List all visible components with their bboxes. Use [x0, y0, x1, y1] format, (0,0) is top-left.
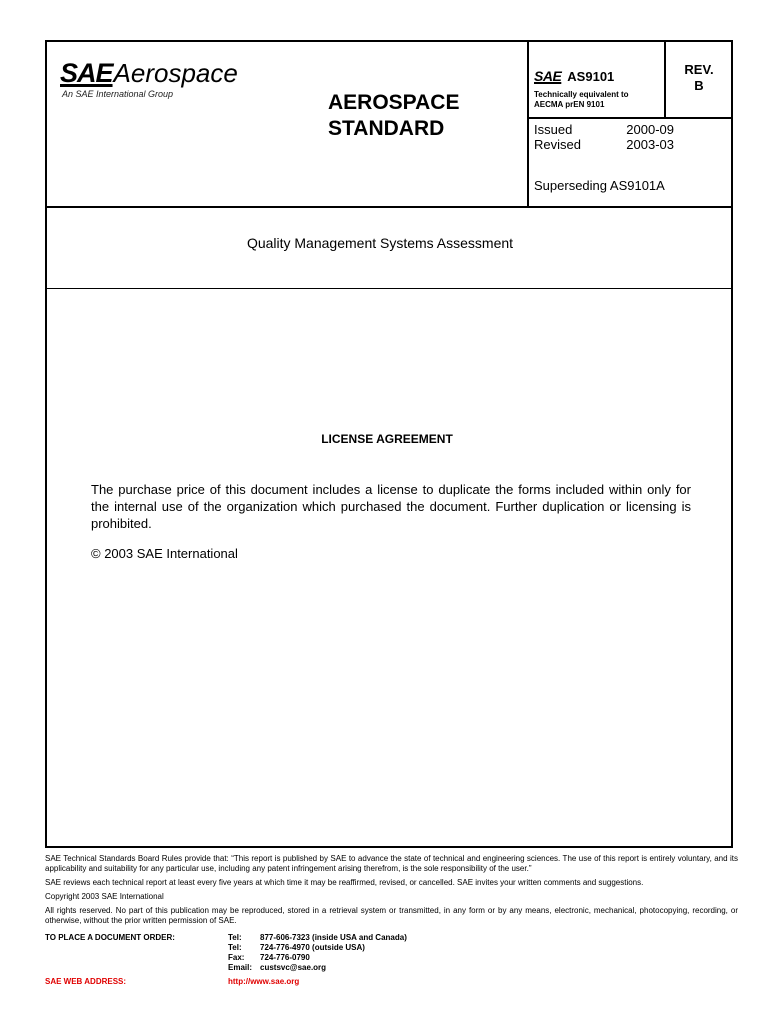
standard-number-block	[534, 68, 660, 110]
tel2-label: Tel:	[228, 943, 242, 952]
revised-label: Revised	[534, 137, 581, 152]
license-heading: LICENSE AGREEMENT	[321, 432, 453, 446]
logo-tagline: An SAE International Group	[62, 89, 174, 99]
tel-label: Tel:	[228, 933, 242, 942]
document-type-line-1: AEROSPACE	[328, 91, 460, 114]
fax-value: 724-776-0790	[260, 953, 310, 962]
equivalence-note	[534, 90, 660, 110]
logo-product: Aerospace	[113, 58, 238, 88]
revision-box	[666, 62, 732, 94]
footer-copyright: Copyright 2003 SAE International	[45, 892, 164, 901]
footer-notices	[45, 854, 738, 930]
superseding-note: Superseding AS9101A	[534, 178, 665, 193]
logo-brand: SAE	[60, 58, 113, 88]
email-value[interactable]: custsvc@sae.org	[260, 963, 327, 972]
rights-notice: All rights reserved. No part of this publication may be reproduced, stored in a retrieval system or transmitted, in any form or by any means, electronic, mechanical, photocopying, recording, or otherwise, without the prior written permission of SAE.	[45, 906, 738, 925]
dates-block	[534, 122, 674, 152]
standard-number: AS9101	[567, 69, 615, 84]
equivalence-line-1: Technically equivalent to	[534, 90, 629, 99]
document-title-row	[0, 235, 770, 251]
document-title: Quality Management Systems Assessment	[246, 235, 514, 251]
order-label: TO PLACE A DOCUMENT ORDER:	[45, 933, 175, 942]
header-column-divider	[527, 40, 529, 207]
document-type	[328, 90, 459, 142]
header-divider	[45, 206, 733, 208]
review-notice: SAE reviews each technical report at least every five years at which time it may be reaffirmed, revised, or cancelled. SAE invites your written comments and suggestions.	[45, 878, 644, 887]
web-address-link[interactable]: http://www.sae.org	[228, 977, 300, 986]
contact-block	[228, 933, 407, 973]
equivalence-line-2: AECMA prEN 9101	[534, 100, 605, 109]
revision-label: REV.	[684, 62, 714, 77]
sae-aerospace-logo	[60, 58, 238, 99]
document-type-line-2: STANDARD	[328, 117, 445, 140]
rev-row-divider	[527, 117, 733, 119]
standards-board-rules: SAE Technical Standards Board Rules provide that: “This report is published by SAE to advance the state of technical and engineering sciences. The use of this report is entirely voluntary, and its applicability and suitability for any particular use, including any patent infringement arising therefrom, is the sole responsibility of the user.”	[45, 854, 738, 873]
tel2-row	[228, 943, 407, 953]
issued-label: Issued	[534, 122, 573, 137]
tel-row	[228, 933, 407, 943]
fax-row	[228, 953, 407, 963]
issued-row	[534, 122, 674, 137]
issued-date: 2000-09	[626, 122, 674, 137]
fax-label: Fax:	[228, 953, 245, 962]
revised-date: 2003-03	[626, 137, 674, 152]
license-heading-row	[0, 432, 770, 446]
email-row	[228, 963, 407, 973]
license-copyright: © 2003 SAE International	[91, 546, 238, 561]
revised-row	[534, 137, 674, 152]
tel-value: 877-606-7323 (inside USA and Canada)	[260, 933, 407, 942]
web-address-label: SAE WEB ADDRESS:	[45, 977, 127, 986]
title-divider	[45, 288, 733, 289]
email-label: Email:	[228, 963, 253, 972]
tel2-value: 724-776-4970 (outside USA)	[260, 943, 365, 952]
sae-mini-logo: SAE	[534, 68, 562, 84]
license-body: The purchase price of this document includes a license to duplicate the forms included within only for the internal use of the organization which purchased the document. Further duplication or licensing is prohibited.	[91, 482, 691, 531]
revision-value: B	[694, 78, 704, 93]
